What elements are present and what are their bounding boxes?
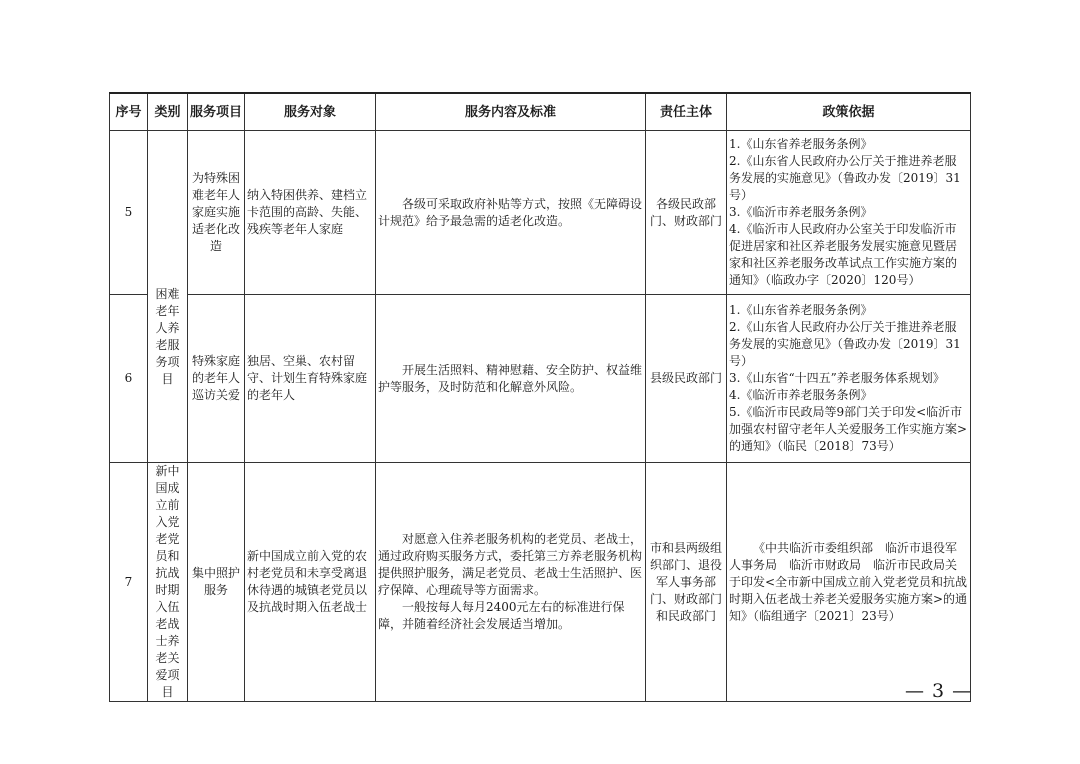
table-row (110, 295, 971, 463)
page-number: — 3 — (905, 680, 973, 702)
policy-table (109, 92, 971, 702)
service-target: 新中国成立前入党的农村老党员和未享受离退休待遇的城镇老党员以及抗战时期入伍老战士 (245, 463, 376, 702)
service-content (376, 131, 646, 295)
policy-basis (727, 131, 971, 295)
policy-item: 5.《临沂市民政局等9部门关于印发<临沂市加强农村留守老年人关爱服务工作实施方案>的通知》（临民〔2018〕73号） (729, 405, 968, 453)
service-item: 为特殊困难老年人家庭实施适老化改造 (188, 131, 245, 295)
row-number: 5 (110, 131, 148, 295)
policy-item: 《中共临沂市委组织部 临沂市退役军人事务局 临沂市财政局 临沂市民政局关于印发<全市新中国成立前入党老党员和抗战时期入伍老战士养老关爱服务实施方案>的通知》（临组通字〔2021〕23号） (729, 540, 968, 623)
policy-item: 1.《山东省养老服务条例》 (729, 303, 873, 317)
content-paragraph: 开展生活照料、精神慰藉、安全防护、权益维护等服务，及时防范和化解意外风险。 (378, 362, 643, 394)
policy-item: 4.《临沂市人民政府办公室关于印发临沂市促进居家和社区养老服务发展实施意见暨居家和社区养老服务改革试点工作实施方案的通知》（临政办字〔2020〕120号） (729, 222, 958, 287)
content-paragraph: 一般按每人每月2400元左右的标准进行保障，并随着经济社会发展适当增加。 (378, 600, 625, 631)
service-target: 独居、空巢、农村留守、计划生育特殊家庭的老年人 (245, 295, 376, 463)
responsible-party: 各级民政部门、财政部门 (646, 131, 727, 295)
header-policy: 政策依据 (727, 93, 971, 131)
responsible-party: 县级民政部门 (646, 295, 727, 463)
category-cell: 新中国成立前入党老党员和抗战时期入伍老战士养老关爱项目 (148, 463, 188, 702)
table-row (110, 131, 971, 295)
policy-item: 3.《临沂市养老服务条例》 (729, 205, 873, 219)
header-responsible: 责任主体 (646, 93, 727, 131)
policy-item: 2.《山东省人民政府办公厅关于推进养老服务发展的实施意见》（鲁政办发〔2019〕31号） (729, 154, 961, 202)
category-cell: 困难老年人养老服务项目 (148, 131, 188, 463)
table-header-row (110, 93, 971, 131)
content-paragraph: 对愿意入住养老服务机构的老党员、老战士，通过政府购买服务方式，委托第三方养老服务机构提供照护服务，满足老党员、老战士生活照护、医疗保障、心理疏导等方面需求。 (378, 532, 643, 597)
header-no: 序号 (110, 93, 148, 131)
header-item: 服务项目 (188, 93, 245, 131)
policy-basis (727, 295, 971, 463)
row-number: 7 (110, 463, 148, 702)
header-target: 服务对象 (245, 93, 376, 131)
policy-item: 4.《临沂市养老服务条例》 (729, 388, 873, 402)
service-content (376, 295, 646, 463)
service-item: 特殊家庭的老年人巡访关爱 (188, 295, 245, 463)
policy-item: 1.《山东省养老服务条例》 (729, 137, 873, 151)
header-category: 类别 (148, 93, 188, 131)
table-row (110, 463, 971, 702)
policy-item: 2.《山东省人民政府办公厅关于推进养老服务发展的实施意见》（鲁政办发〔2019〕31号） (729, 320, 961, 368)
service-content (376, 463, 646, 702)
policy-item: 3.《山东省“十四五”养老服务体系规划》 (729, 371, 945, 385)
responsible-party: 市和县两级组织部门、退役军人事务部门、财政部门和民政部门 (646, 463, 727, 702)
header-content: 服务内容及标准 (376, 93, 646, 131)
policy-basis (727, 463, 971, 702)
content-paragraph: 各级可采取政府补贴等方式，按照《无障碍设计规范》给予最急需的适老化改造。 (378, 196, 643, 228)
row-number: 6 (110, 295, 148, 463)
service-target: 纳入特困供养、建档立卡范围的高龄、失能、残疾等老年人家庭 (245, 131, 376, 295)
service-item: 集中照护服务 (188, 463, 245, 702)
